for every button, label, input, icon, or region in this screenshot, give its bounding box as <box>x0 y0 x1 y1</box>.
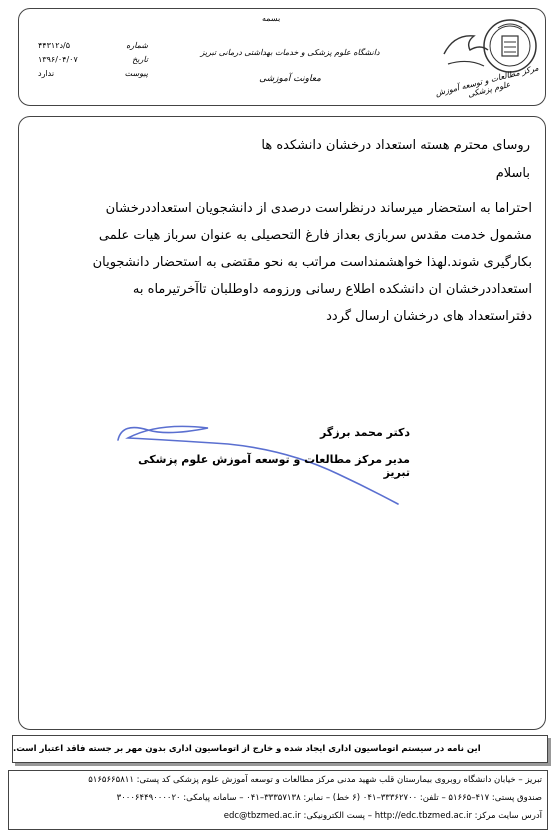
footer-web: آدرس سایت مرکز: http://edc.tbzmed.ac.ir – پست الکترونیکی: edc@tbzmed.ac.ir <box>223 811 542 821</box>
letter-paragraph <box>32 195 532 330</box>
paragraph-line: استعداددرخشان ان دانشکده اطلاع رسانی ورزومه داوطلبان تاآخرتیرماه به <box>132 282 532 297</box>
meta-row-number <box>38 38 148 52</box>
salutation: روسای محترم هسته استعداد درخشان دانشکده ها <box>261 138 530 153</box>
meta-label: تاریخ <box>132 54 148 64</box>
meta-value: ۱۳۹۶/۰۴/۰۷ <box>38 54 78 64</box>
footer-address: تبریز – خیابان دانشگاه روبروی بیمارستان قلب شهید مدنی مرکز مطالعات و توسعه آموزش علوم پزشکی کد پستی: ۵۱۶۵۶۶۵۸۱۱ <box>88 775 542 785</box>
paragraph-line: دفتراستعداد های درخشان ارسال گردد <box>326 309 532 324</box>
paragraph-line: مشمول خدمت مقدس سربازی بعداز فارغ التحصیلی به عنوان سرباز هیات علمی <box>98 228 532 243</box>
department-name: معاونت آموزشی <box>259 74 321 84</box>
meta-value: ندارد <box>38 68 55 78</box>
meta-row-attachment <box>38 66 148 80</box>
paragraph-line: بکارگیری شوند.لهذا خواهشمنداست مراتب به نحو مقتضی به استحضار دانشجویان <box>92 255 532 270</box>
meta-row-date <box>38 52 148 66</box>
meta-label: شماره <box>126 40 148 50</box>
signer-title: مدیر مرکز مطالعات و توسعه آموزش علوم پزشکی تبریز <box>138 453 410 479</box>
university-name: دانشگاه علوم پزشکی و خدمات بهداشتی درمانی تبریز <box>200 48 380 57</box>
automation-notice <box>12 735 548 763</box>
meta-label: پیوست <box>124 68 148 78</box>
meta-value: ۵/د۴۴۳۱۲ <box>38 40 71 50</box>
notice-text: این نامه در سیستم اتوماسیون اداری ایجاد شده و خارج از اتوماسیون اداری بدون مهر بر جسته فاقد اعتبار است. <box>13 744 481 754</box>
footer-contact: صندوق پستی: ۴۱۷–۵۱۶۶۵ – تلفن: ۳۳۳۶۲۷۰۰–۰۴۱ (۶ خط) – نمابر: ۳۳۳۵۷۱۳۸–۰۴۱ – سامانه پیامکی: ۳۰۰۰۶۴۴۹۰۰۰۰۲۰ <box>116 793 542 803</box>
paragraph-line: احتراما به استحضار میرساند درنظراست درصدی از دانشجویان استعداددرخشان <box>105 201 532 216</box>
logo-caption: مرکز مطالعات و توسعه آموزش علوم پزشکی <box>434 63 540 99</box>
greeting: باسلام <box>495 166 530 181</box>
bismillah: بسمه <box>262 14 281 23</box>
letter-meta <box>38 38 148 80</box>
signer-name: دکتر محمد برزگر <box>319 426 410 439</box>
